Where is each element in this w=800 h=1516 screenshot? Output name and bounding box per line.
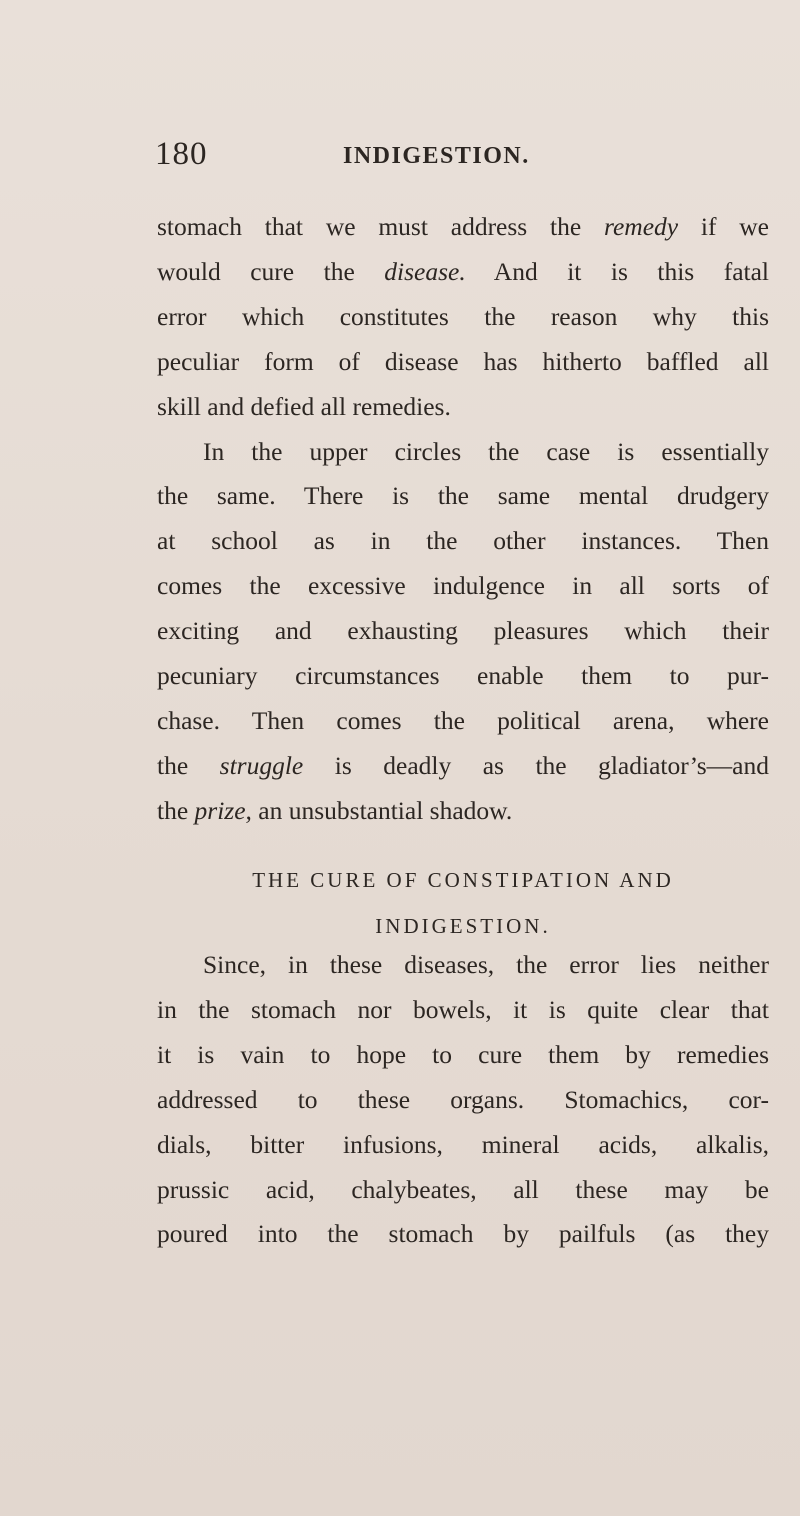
section-heading-line-2: INDIGESTION.	[375, 914, 551, 938]
text-span: stomach that we must address the	[157, 212, 604, 241]
text-line: the same. There is the same mental drudgery	[157, 481, 769, 511]
page-number: 180	[155, 136, 208, 172]
paragraph-1	[157, 205, 769, 430]
text-span: the	[157, 795, 195, 825]
text-line: pecuniary circumstances enable them to pur-	[157, 661, 769, 691]
paragraph-2	[157, 430, 769, 834]
text-line: at school as in the other instances. Then	[157, 526, 769, 556]
text-span: is deadly as the gladiator’s—and	[303, 750, 770, 780]
section-heading-line-1: THE CURE OF CONSTIPATION AND	[252, 868, 674, 892]
text-line: chase. Then comes the political arena, where	[157, 705, 769, 735]
text-line: comes the excessive indulgence in all sorts of	[157, 571, 769, 601]
text-span: if we	[678, 212, 770, 241]
text-line: prussic acid, chalybeates, all these may be	[157, 1174, 769, 1204]
text-line: exciting and exhausting pleasures which their	[157, 616, 769, 646]
paragraph-3	[157, 943, 769, 1257]
running-head	[155, 136, 755, 180]
section-heading	[157, 857, 769, 949]
body-text-top	[157, 205, 769, 834]
text-line: dials, bitter infusions, mineral acids, alkalis,	[157, 1129, 769, 1159]
text-line: it is vain to hope to cure them by remedies	[157, 1039, 769, 1069]
text-line: skill and defied all remedies.	[157, 391, 451, 421]
italic-text: remedy	[603, 212, 679, 241]
text-line: error which constitutes the reason why this	[157, 301, 769, 331]
italic-text: struggle	[219, 750, 304, 780]
text-line: poured into the stomach by pailfuls (as they	[157, 1219, 769, 1249]
text-span: And it is this fatal	[465, 256, 770, 286]
text-line: in the stomach nor bowels, it is quite clear that	[157, 994, 769, 1024]
text-line	[157, 744, 769, 789]
text-line	[157, 250, 769, 295]
text-line	[157, 789, 769, 834]
italic-text: disease.	[384, 256, 466, 286]
text-line: addressed to these organs. Stomachics, cor-	[157, 1084, 769, 1114]
text-span: an unsubstantial shadow.	[251, 795, 513, 825]
italic-text: prize,	[194, 795, 252, 825]
text-span: would cure the	[157, 256, 385, 286]
running-title: INDIGESTION.	[343, 143, 530, 169]
text-line: Since, in these diseases, the error lies neither	[203, 950, 769, 979]
text-line: peculiar form of disease has hitherto baffled all	[157, 346, 769, 376]
text-line: In the upper circles the case is essentially	[203, 436, 769, 466]
text-line	[157, 205, 769, 250]
body-text-bottom	[157, 943, 769, 1257]
text-span: the	[157, 750, 220, 780]
